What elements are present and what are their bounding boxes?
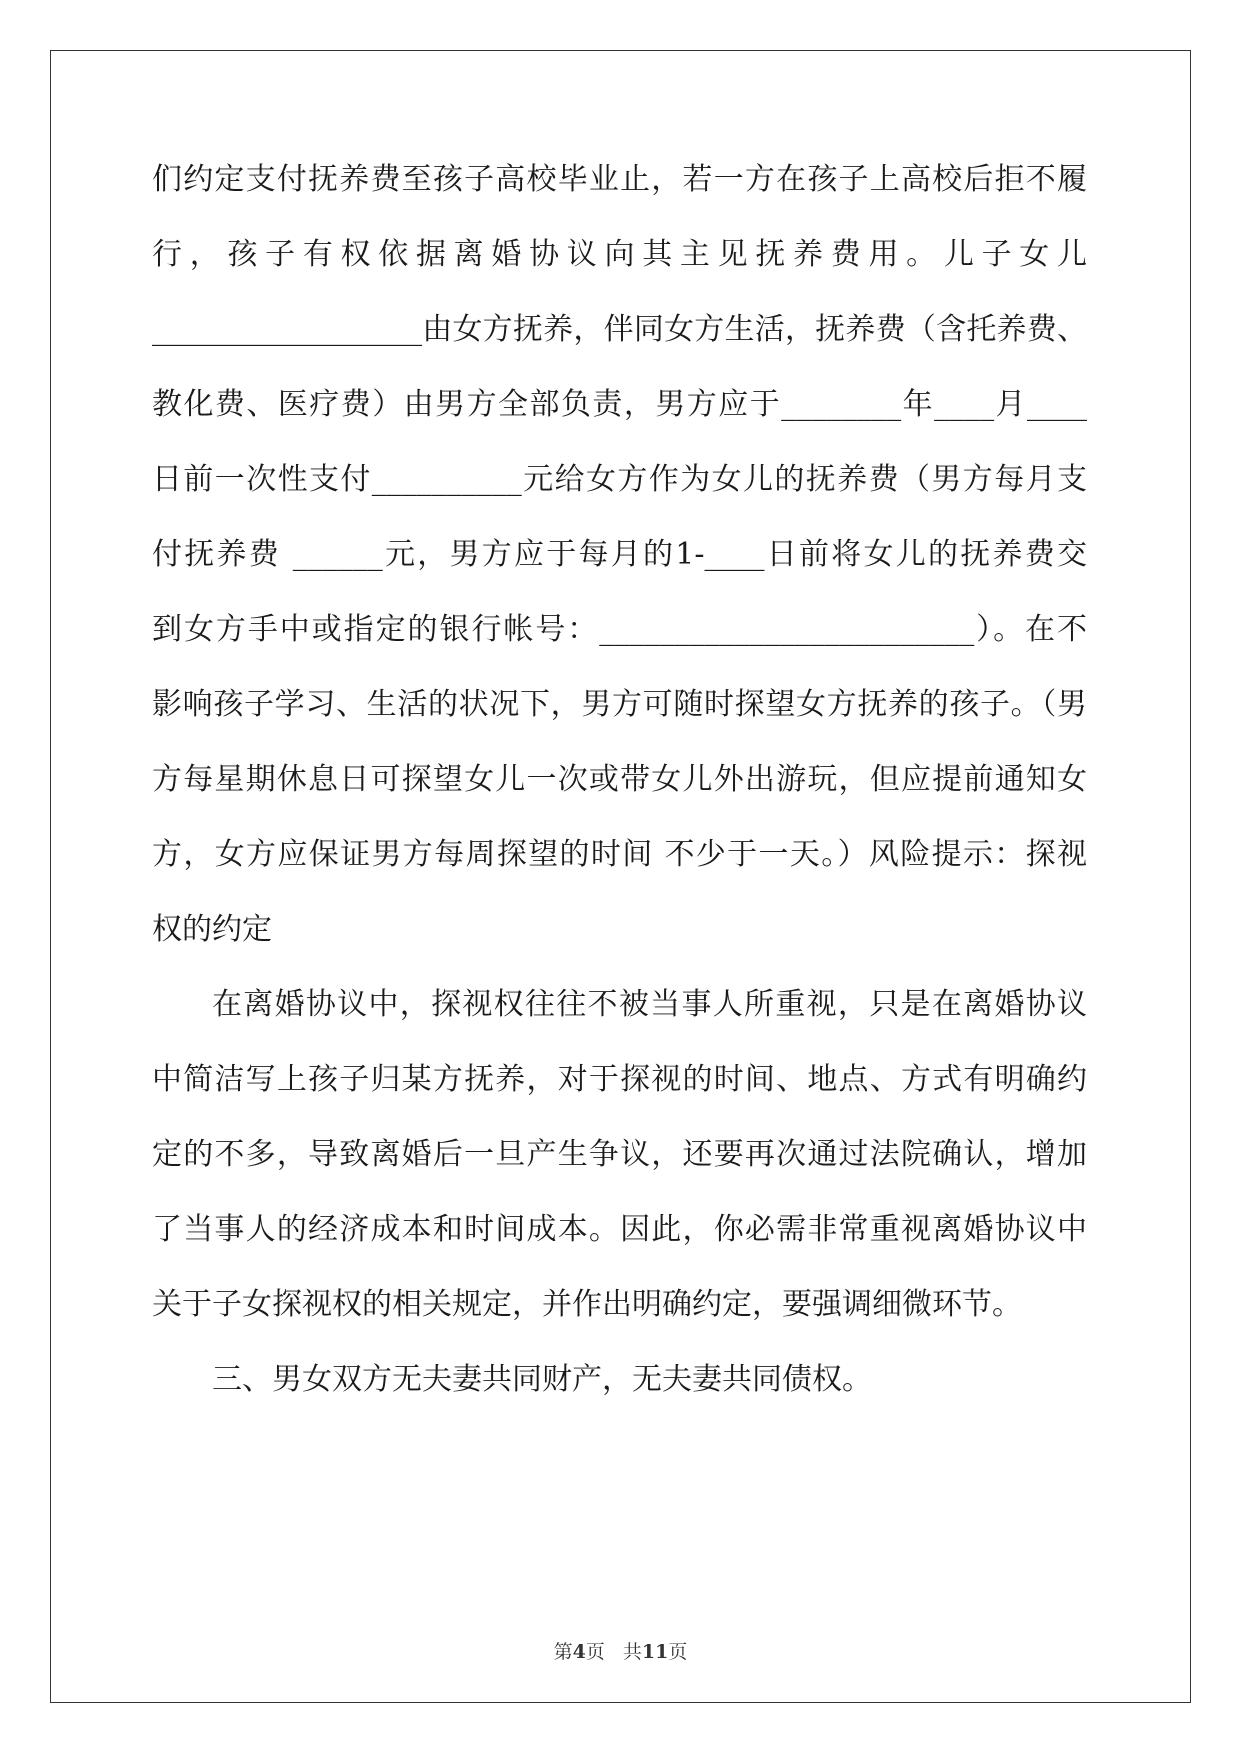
total-suffix: 页 bbox=[668, 1641, 688, 1663]
text-line: 了当事人的经济成本和时间成本。因此，你必需非常重视离婚协议中 bbox=[152, 1212, 1087, 1247]
text-line: 付抚养费 ______元，男方应于每月的1-____日前将女儿的抚养费交 bbox=[152, 537, 1087, 572]
page-prefix: 第 bbox=[553, 1641, 573, 1663]
text-line: 权的约定 bbox=[152, 912, 272, 947]
text-line: 方每星期休息日可探望女儿一次或带女儿外出游玩，但应提前通知女 bbox=[152, 762, 1087, 797]
section-heading: 三、男女双方无夫妻共同财产，无夫妻共同债权。 bbox=[212, 1362, 872, 1397]
text-line: 方，女方应保证男方每周探望的时间 不少于一天。）风险提示：探视 bbox=[152, 837, 1087, 872]
text-line: __________________由女方抚养，伴同女方生活，抚养费（含托养费、 bbox=[152, 312, 1087, 347]
page-footer bbox=[0, 1640, 1241, 1664]
text-line: 定的不多，导致离婚后一旦产生争议，还要再次通过法院确认，增加 bbox=[152, 1137, 1087, 1172]
text-line: 们约定支付抚养费至孩子高校毕业止，若一方在孩子上高校后拒不履 bbox=[152, 162, 1087, 197]
total-pages: 11 bbox=[641, 1641, 669, 1663]
text-line: 影响孩子学习、生活的状况下，男方可随时探望女方抚养的孩子。（男 bbox=[152, 687, 1087, 722]
text-line: 到女方手中或指定的银行帐号：_________________________）。在不 bbox=[152, 612, 1087, 647]
paragraph-first-line: 在离婚协议中，探视权往往不被当事人所重视，只是在离婚协议 bbox=[212, 987, 1087, 1022]
text-line: 教化费、医疗费）由男方全部负责，男方应于________年____月____ bbox=[152, 387, 1087, 422]
text-line: 关于子女探视权的相关规定，并作出明确约定，要强调细微环节。 bbox=[152, 1287, 1022, 1322]
text-line: 中简洁写上孩子归某方抚养，对于探视的时间、地点、方式有明确约 bbox=[152, 1062, 1087, 1097]
document-body bbox=[152, 160, 1087, 1435]
total-prefix: 共 bbox=[622, 1641, 642, 1663]
page-number: 4 bbox=[572, 1641, 586, 1663]
text-line: 行，孩子有权依据离婚协议向其主见抚养费用。儿子女儿 bbox=[152, 237, 1087, 272]
text-line: 日前一次性支付__________元给女方作为女儿的抚养费（男方每月支 bbox=[152, 462, 1087, 497]
page-suffix: 页 bbox=[585, 1641, 605, 1663]
